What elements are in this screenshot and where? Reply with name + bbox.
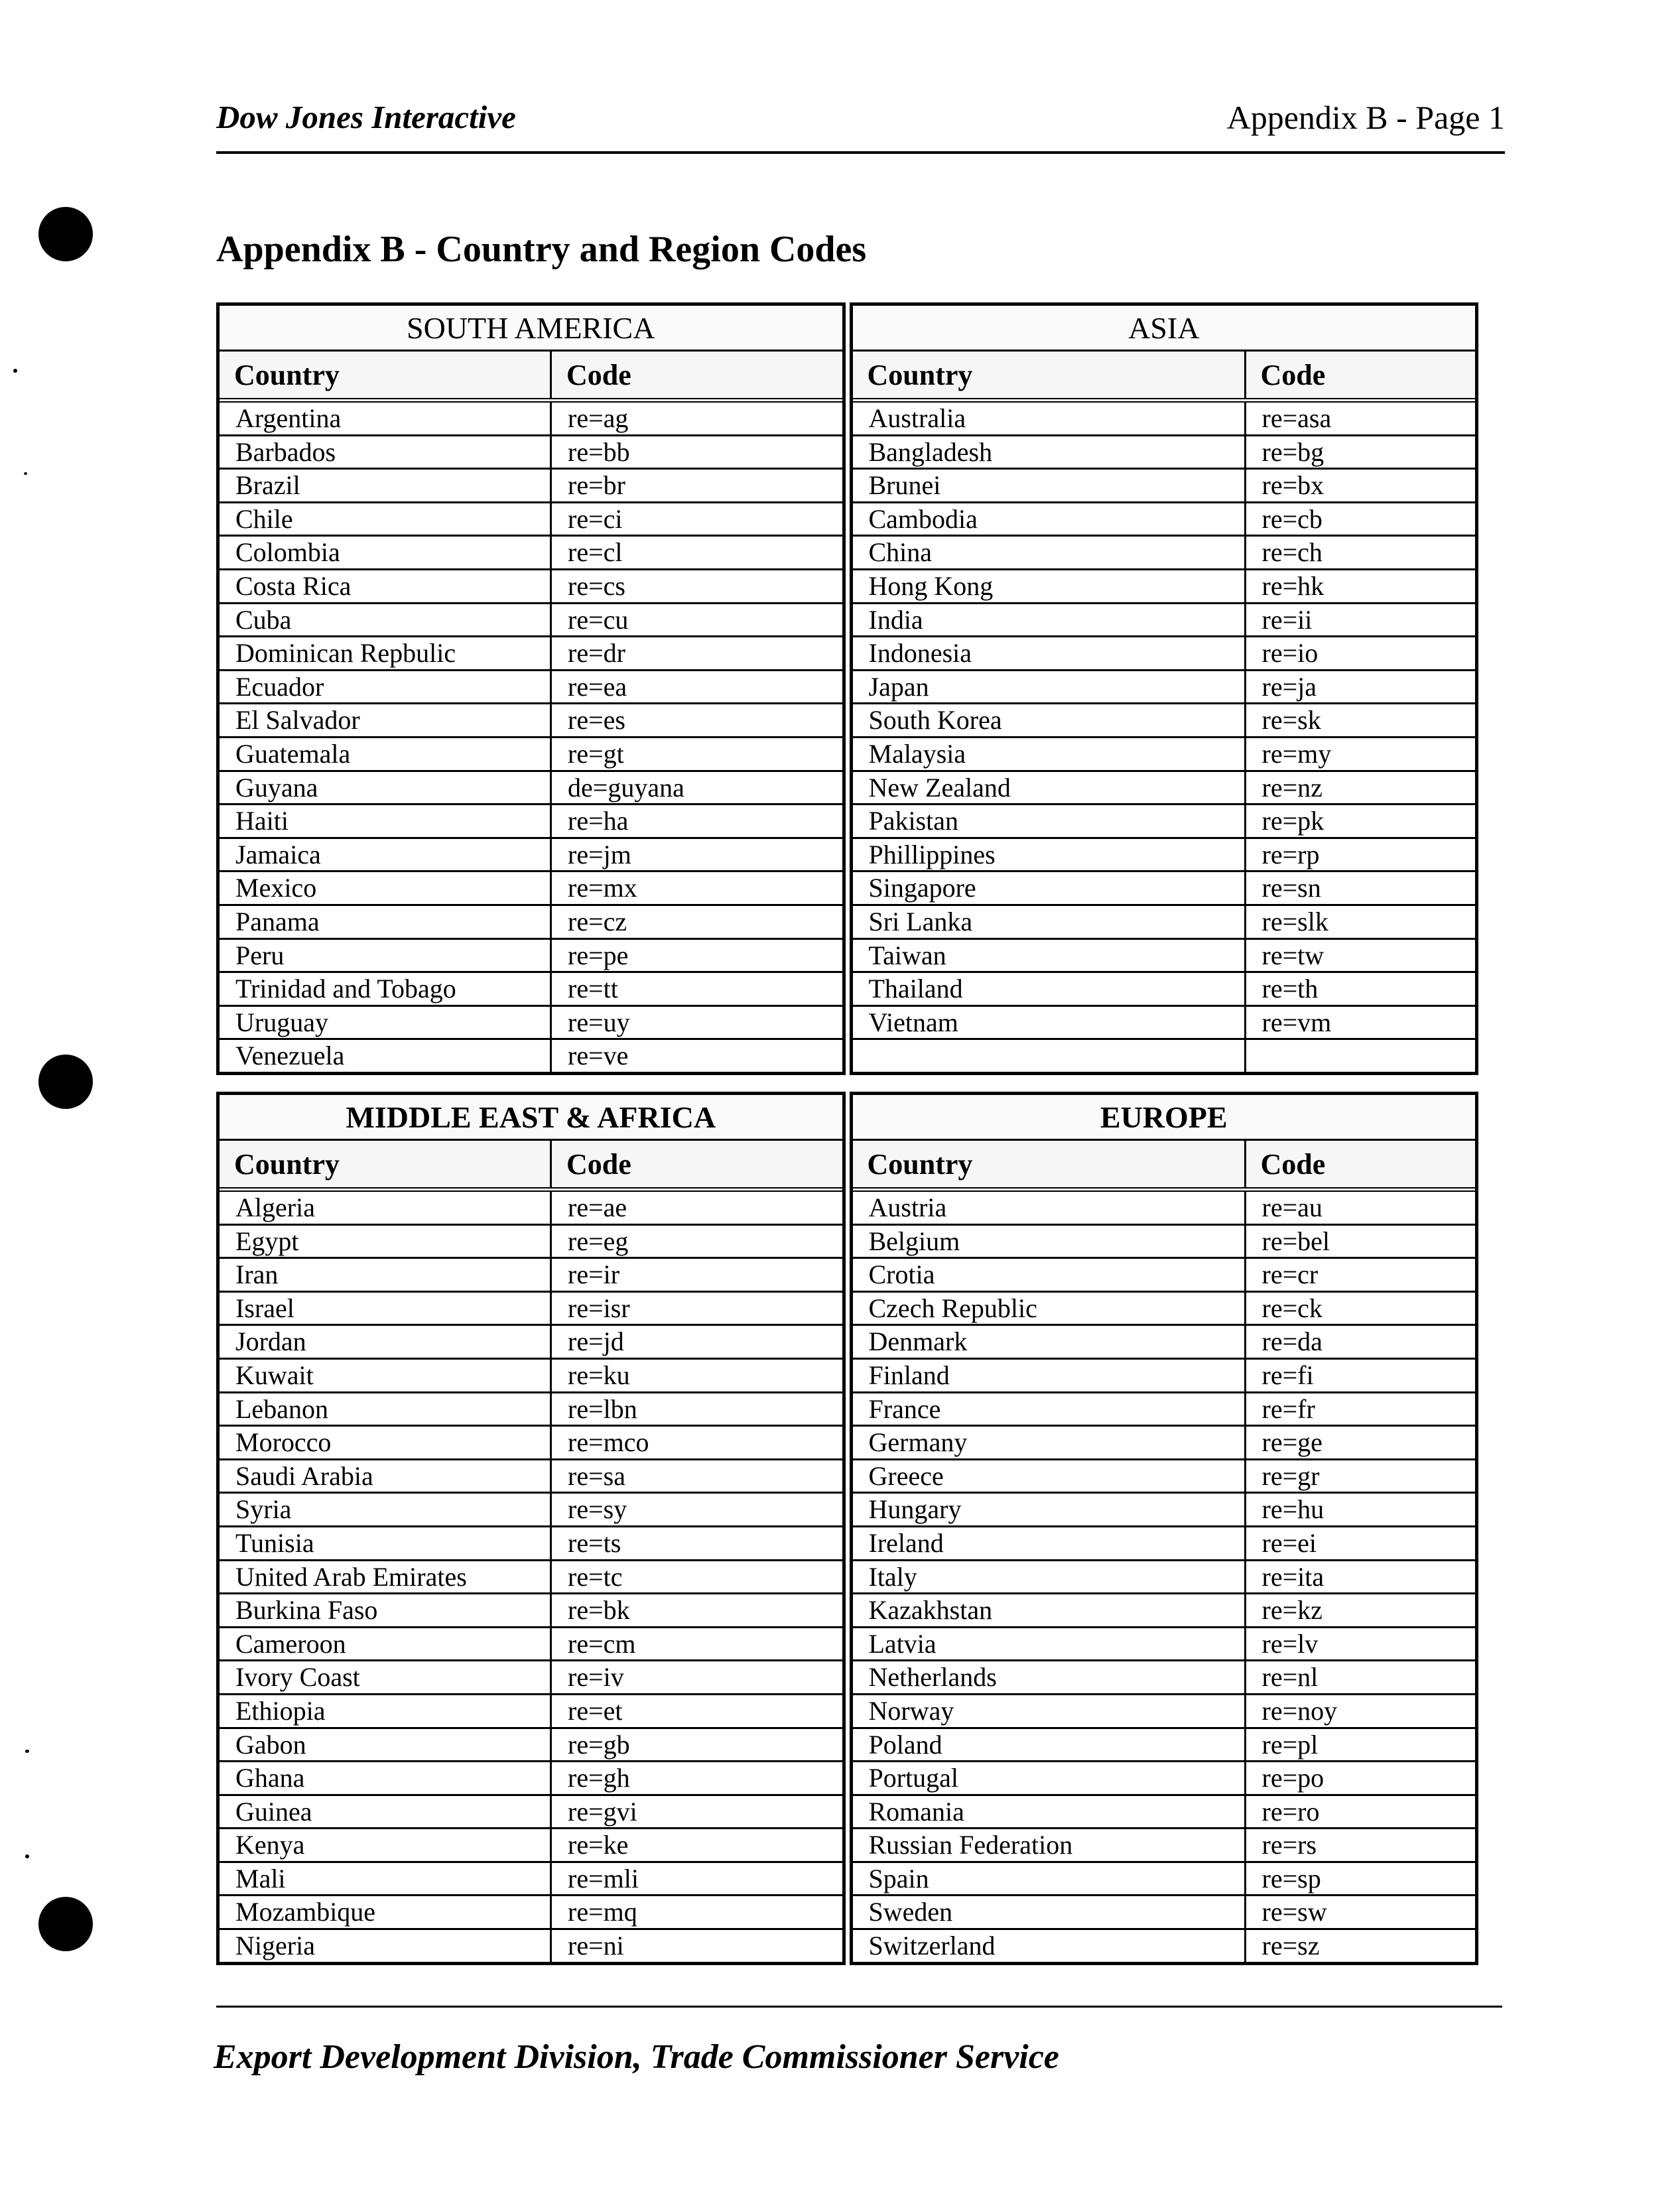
code-cell: re=jd	[550, 1326, 842, 1358]
scan-speck	[25, 1750, 29, 1753]
code-cell: re=my	[1244, 738, 1476, 770]
table-row	[220, 1360, 842, 1393]
code-cell: re=bk	[550, 1594, 842, 1626]
code-cell: re=nl	[1244, 1661, 1476, 1693]
middle-east-africa-table	[216, 1092, 846, 1965]
table-row	[853, 1628, 1476, 1662]
country-cell: Vietnam	[868, 1007, 958, 1037]
code-cell: re=bx	[1244, 470, 1476, 501]
country-cell: Peru	[235, 940, 285, 970]
table-row	[853, 1863, 1476, 1897]
country-cell: Venezuela	[235, 1041, 345, 1071]
code-cell: re=jm	[550, 839, 842, 871]
table-row	[853, 805, 1476, 839]
country-cell: Finland	[868, 1360, 950, 1390]
table-row	[853, 436, 1476, 470]
country-cell: Australia	[868, 403, 966, 433]
table-row	[853, 671, 1476, 705]
table-row	[853, 1796, 1476, 1830]
table-body	[220, 1192, 842, 1962]
code-column-header: Code	[1244, 1141, 1476, 1187]
table-row	[220, 1527, 842, 1561]
column-header-row	[220, 352, 842, 403]
country-cell: Syria	[235, 1494, 292, 1525]
country-cell: Taiwan	[868, 940, 946, 970]
scan-speck	[24, 472, 27, 475]
code-cell: re=ita	[1244, 1561, 1476, 1593]
country-cell: Romania	[868, 1796, 964, 1827]
country-cell: Guatemala	[235, 738, 351, 769]
country-cell: Czech Republic	[868, 1293, 1037, 1323]
column-header-row	[853, 352, 1476, 403]
table-row	[220, 1762, 842, 1796]
code-column-header: Code	[1244, 352, 1476, 398]
country-cell: Kuwait	[235, 1360, 314, 1390]
table-row	[853, 470, 1476, 503]
table-row	[853, 906, 1476, 940]
code-cell: re=cr	[1244, 1259, 1476, 1291]
table-body	[853, 1192, 1476, 1962]
table-row	[853, 1293, 1476, 1326]
table-row	[853, 1259, 1476, 1293]
country-cell: Switzerland	[868, 1931, 996, 1961]
country-cell: Mozambique	[235, 1897, 376, 1927]
code-cell: re=io	[1244, 637, 1476, 669]
table-row	[220, 436, 842, 470]
country-cell: Jamaica	[235, 839, 321, 869]
code-cell: re=bb	[550, 436, 842, 468]
table-row	[853, 973, 1476, 1007]
table-row	[853, 503, 1476, 537]
table-row	[220, 973, 842, 1007]
table-row	[853, 1007, 1476, 1041]
code-cell: re=sz	[1244, 1930, 1476, 1962]
country-cell: Phillippines	[868, 839, 996, 869]
table-row	[220, 1427, 842, 1460]
country-cell: Nigeria	[235, 1931, 315, 1961]
country-cell: Hong Kong	[868, 570, 994, 601]
country-cell: Brazil	[235, 470, 300, 501]
code-cell: re=tw	[1244, 940, 1476, 972]
table-row	[220, 1226, 842, 1259]
code-cell: re=ci	[550, 503, 842, 535]
code-cell: re=gvi	[550, 1796, 842, 1828]
code-cell: re=rp	[1244, 839, 1476, 871]
country-cell: Uruguay	[235, 1007, 328, 1037]
country-cell: Hungary	[868, 1494, 962, 1525]
country-cell: Mexico	[235, 873, 317, 903]
country-cell: United Arab Emirates	[235, 1561, 467, 1592]
country-cell: Italy	[868, 1561, 917, 1592]
code-cell: re=ge	[1244, 1427, 1476, 1458]
country-cell: Sri Lanka	[868, 906, 973, 936]
code-cell: re=cm	[550, 1628, 842, 1660]
code-cell: re=rs	[1244, 1829, 1476, 1861]
code-cell: re=gb	[550, 1729, 842, 1761]
table-row	[853, 738, 1476, 772]
country-cell: Lebanon	[235, 1393, 328, 1424]
country-cell: South Korea	[868, 705, 1002, 736]
table-row	[853, 1762, 1476, 1796]
country-cell: Iran	[235, 1259, 279, 1290]
table-row	[220, 1863, 842, 1897]
country-cell: Gabon	[235, 1729, 306, 1760]
code-cell: re=sk	[1244, 704, 1476, 736]
code-cell: re=tt	[550, 973, 842, 1005]
country-cell: Trinidad and Tobago	[235, 974, 456, 1004]
punch-hole-top	[38, 207, 93, 261]
code-cell: re=ts	[550, 1527, 842, 1559]
table-row	[853, 570, 1476, 604]
table-row	[853, 1192, 1476, 1226]
country-cell: Ivory Coast	[235, 1662, 360, 1693]
south-america-table	[216, 302, 846, 1075]
table-row	[220, 940, 842, 974]
table-row	[853, 839, 1476, 873]
table-row	[853, 1427, 1476, 1460]
country-cell: China	[868, 537, 933, 568]
table-row	[220, 772, 842, 806]
country-cell: Russian Federation	[868, 1830, 1073, 1860]
region-table-group-bottom	[216, 1092, 1478, 1965]
code-cell: re=iv	[550, 1661, 842, 1693]
table-row	[220, 470, 842, 503]
code-cell: re=eg	[550, 1226, 842, 1257]
header-page-number: Appendix B - Page 1	[1226, 99, 1505, 136]
country-cell: Algeria	[235, 1192, 315, 1222]
country-cell: Thailand	[868, 974, 963, 1004]
table-row	[220, 1896, 842, 1930]
code-cell: re=pk	[1244, 805, 1476, 837]
asia-table	[850, 302, 1479, 1075]
table-row	[220, 637, 842, 671]
code-cell: re=sw	[1244, 1896, 1476, 1928]
country-cell: Jordan	[235, 1326, 306, 1357]
country-cell: Indonesia	[868, 638, 972, 669]
code-cell: re=dr	[550, 637, 842, 669]
country-cell: Denmark	[868, 1326, 968, 1357]
country-cell: Bangladesh	[868, 436, 993, 467]
code-cell: re=ch	[1244, 537, 1476, 568]
country-cell: Guinea	[235, 1796, 312, 1827]
table-row	[853, 1695, 1476, 1729]
scan-speck	[13, 369, 17, 373]
code-cell: re=sn	[1244, 872, 1476, 904]
table-row	[853, 1930, 1476, 1962]
table-row	[853, 1829, 1476, 1863]
table-row	[853, 1661, 1476, 1695]
country-cell: Norway	[868, 1695, 954, 1726]
country-cell: Dominican Repbulic	[235, 638, 456, 669]
code-cell: re=pl	[1244, 1729, 1476, 1761]
code-cell: re=sp	[1244, 1863, 1476, 1895]
table-row	[853, 872, 1476, 906]
table-row	[220, 906, 842, 940]
country-cell: Brunei	[868, 470, 941, 501]
country-cell: Morocco	[235, 1427, 332, 1458]
code-cell: re=ag	[550, 403, 842, 434]
footer-text: Export Development Division, Trade Commissioner Service	[214, 2038, 1059, 2076]
country-cell: Malaysia	[868, 738, 966, 769]
region-title: ASIA	[853, 306, 1476, 352]
table-row	[220, 1326, 842, 1360]
table-body	[853, 403, 1476, 1072]
country-column-header: Country	[867, 358, 973, 391]
table-body	[220, 403, 842, 1072]
header-publication: Dow Jones Interactive	[216, 99, 516, 135]
table-row	[220, 503, 842, 537]
table-row	[220, 1561, 842, 1595]
table-row	[220, 1192, 842, 1226]
code-cell	[1244, 1040, 1476, 1072]
table-row	[853, 1527, 1476, 1561]
table-row	[853, 1226, 1476, 1259]
country-cell: Singapore	[868, 873, 976, 903]
country-cell: Kazakhstan	[868, 1595, 993, 1626]
code-cell: re=ae	[550, 1192, 842, 1224]
country-cell: Spain	[868, 1863, 929, 1894]
country-cell: Ireland	[868, 1527, 944, 1558]
region-title: EUROPE	[853, 1095, 1476, 1141]
code-cell: re=asa	[1244, 403, 1476, 434]
country-cell: Japan	[868, 671, 929, 702]
country-cell: Chile	[235, 503, 293, 534]
table-row	[853, 1594, 1476, 1628]
region-title: SOUTH AMERICA	[220, 306, 842, 352]
country-cell: Panama	[235, 906, 320, 936]
table-row	[853, 637, 1476, 671]
code-cell: re=ii	[1244, 604, 1476, 636]
code-column-header: Code	[550, 1141, 842, 1187]
country-cell: Egypt	[235, 1226, 299, 1256]
code-cell: re=tc	[550, 1561, 842, 1593]
code-cell: re=slk	[1244, 906, 1476, 938]
code-cell: re=fr	[1244, 1393, 1476, 1425]
table-row	[220, 570, 842, 604]
country-cell: Belgium	[868, 1226, 960, 1256]
code-cell: re=ke	[550, 1829, 842, 1861]
header-rule	[216, 151, 1505, 154]
code-cell: re=cs	[550, 570, 842, 602]
table-row	[220, 1259, 842, 1293]
country-cell: Ghana	[235, 1763, 305, 1793]
table-row	[853, 1460, 1476, 1494]
country-cell: Colombia	[235, 537, 340, 568]
code-cell: re=mq	[550, 1896, 842, 1928]
code-cell: re=es	[550, 704, 842, 736]
table-row	[220, 1729, 842, 1763]
table-row	[220, 1930, 842, 1962]
code-cell: re=noy	[1244, 1695, 1476, 1727]
table-row	[220, 1594, 842, 1628]
code-cell: re=sy	[550, 1494, 842, 1525]
column-header-row	[220, 1141, 842, 1192]
code-cell: re=lbn	[550, 1393, 842, 1425]
code-cell: re=kz	[1244, 1594, 1476, 1626]
table-row	[220, 1393, 842, 1427]
code-cell: re=mli	[550, 1863, 842, 1895]
country-cell: Ethiopia	[235, 1695, 326, 1726]
code-cell: re=cz	[550, 906, 842, 938]
country-cell: New Zealand	[868, 772, 1011, 803]
code-cell: re=cl	[550, 537, 842, 568]
country-cell: Barbados	[235, 436, 336, 467]
code-cell: re=hk	[1244, 570, 1476, 602]
code-cell: re=fi	[1244, 1360, 1476, 1391]
country-cell: India	[868, 604, 923, 635]
country-cell: Austria	[868, 1192, 947, 1222]
table-row	[220, 1460, 842, 1494]
code-cell: re=bel	[1244, 1226, 1476, 1257]
code-cell: re=bg	[1244, 436, 1476, 468]
country-cell: Tunisia	[235, 1527, 314, 1558]
table-row	[220, 537, 842, 570]
footer-rule	[216, 2006, 1502, 2008]
country-cell: Argentina	[235, 403, 342, 433]
country-cell: Latvia	[868, 1628, 937, 1659]
table-row	[220, 1628, 842, 1662]
code-cell: re=gr	[1244, 1460, 1476, 1492]
table-row	[853, 1360, 1476, 1393]
code-cell: re=br	[550, 470, 842, 501]
table-row	[220, 1293, 842, 1326]
code-cell: re=uy	[550, 1007, 842, 1039]
table-row	[220, 805, 842, 839]
table-row	[220, 1040, 842, 1072]
country-cell: Ecuador	[235, 671, 324, 702]
code-cell: re=vm	[1244, 1007, 1476, 1039]
table-row	[853, 1729, 1476, 1763]
table-row	[220, 872, 842, 906]
country-cell: Crotia	[868, 1259, 935, 1290]
country-cell: Israel	[235, 1293, 294, 1323]
table-row	[853, 940, 1476, 974]
country-cell: Cambodia	[868, 503, 978, 534]
country-cell: Poland	[868, 1729, 942, 1760]
country-column-header: Country	[234, 1147, 340, 1181]
code-cell: re=ei	[1244, 1527, 1476, 1559]
country-cell: Greece	[868, 1460, 944, 1491]
table-row	[853, 537, 1476, 570]
code-cell: re=ro	[1244, 1796, 1476, 1828]
code-cell: re=cu	[550, 604, 842, 636]
country-cell: Saudi Arabia	[235, 1460, 373, 1491]
table-row	[853, 772, 1476, 806]
code-cell: re=gh	[550, 1762, 842, 1794]
code-cell: re=ea	[550, 671, 842, 703]
table-row	[220, 403, 842, 436]
table-row	[220, 704, 842, 738]
code-column-header: Code	[550, 352, 842, 398]
country-cell: Guyana	[235, 772, 318, 803]
code-cell: re=et	[550, 1695, 842, 1727]
code-cell: re=ku	[550, 1360, 842, 1391]
code-cell: re=lv	[1244, 1628, 1476, 1660]
country-cell: Cuba	[235, 604, 292, 635]
code-cell: re=au	[1244, 1192, 1476, 1224]
table-row	[853, 704, 1476, 738]
table-row	[220, 671, 842, 705]
country-cell	[853, 1040, 1244, 1072]
code-cell: re=cb	[1244, 503, 1476, 535]
code-cell: de=guyana	[550, 772, 842, 804]
code-cell: re=da	[1244, 1326, 1476, 1358]
region-table-group-top	[216, 302, 1478, 1075]
country-cell: Burkina Faso	[235, 1595, 378, 1626]
code-cell: re=ja	[1244, 671, 1476, 703]
punch-hole-bottom	[38, 1897, 93, 1951]
country-cell: Haiti	[235, 806, 289, 836]
code-cell: re=ni	[550, 1930, 842, 1962]
country-column-header: Country	[234, 358, 340, 391]
europe-table	[850, 1092, 1479, 1965]
code-cell: re=hu	[1244, 1494, 1476, 1525]
table-row	[220, 1796, 842, 1830]
country-cell: El Salvador	[235, 705, 360, 736]
code-cell: re=isr	[550, 1293, 842, 1324]
country-cell: Portugal	[868, 1763, 959, 1793]
column-header-row	[853, 1141, 1476, 1192]
table-row	[853, 1326, 1476, 1360]
country-cell: Mali	[235, 1863, 286, 1894]
table-row	[220, 1007, 842, 1041]
table-row	[220, 1829, 842, 1863]
table-row	[853, 1393, 1476, 1427]
table-row	[220, 604, 842, 638]
code-cell: re=nz	[1244, 772, 1476, 804]
country-cell: Kenya	[235, 1830, 305, 1860]
code-cell: re=gt	[550, 738, 842, 770]
table-row	[853, 1896, 1476, 1930]
page-title: Appendix B - Country and Region Codes	[216, 229, 867, 270]
code-cell: re=ck	[1244, 1293, 1476, 1324]
code-cell: re=ir	[550, 1259, 842, 1291]
country-column-header: Country	[867, 1147, 973, 1181]
country-cell: Cameroon	[235, 1628, 346, 1659]
table-row	[853, 604, 1476, 638]
code-cell: re=ha	[550, 805, 842, 837]
scan-speck	[25, 1854, 29, 1858]
country-cell: Sweden	[868, 1897, 953, 1927]
country-cell: Netherlands	[868, 1662, 997, 1693]
punch-hole-middle	[38, 1055, 93, 1109]
table-row	[220, 738, 842, 772]
code-cell: re=sa	[550, 1460, 842, 1492]
country-cell: Pakistan	[868, 806, 959, 836]
country-cell: Costa Rica	[235, 570, 352, 601]
code-cell: re=mco	[550, 1427, 842, 1458]
code-cell: re=ve	[550, 1040, 842, 1072]
country-cell: Germany	[868, 1427, 968, 1458]
table-row	[853, 403, 1476, 436]
country-cell: France	[868, 1393, 941, 1424]
code-cell: re=po	[1244, 1762, 1476, 1794]
code-cell: re=th	[1244, 973, 1476, 1005]
table-row	[220, 839, 842, 873]
code-cell: re=pe	[550, 940, 842, 972]
table-row	[220, 1494, 842, 1527]
table-row	[220, 1695, 842, 1729]
table-row	[220, 1661, 842, 1695]
table-row	[853, 1040, 1476, 1072]
table-row	[853, 1561, 1476, 1595]
code-cell: re=mx	[550, 872, 842, 904]
table-row	[853, 1494, 1476, 1527]
region-title: MIDDLE EAST & AFRICA	[220, 1095, 842, 1141]
